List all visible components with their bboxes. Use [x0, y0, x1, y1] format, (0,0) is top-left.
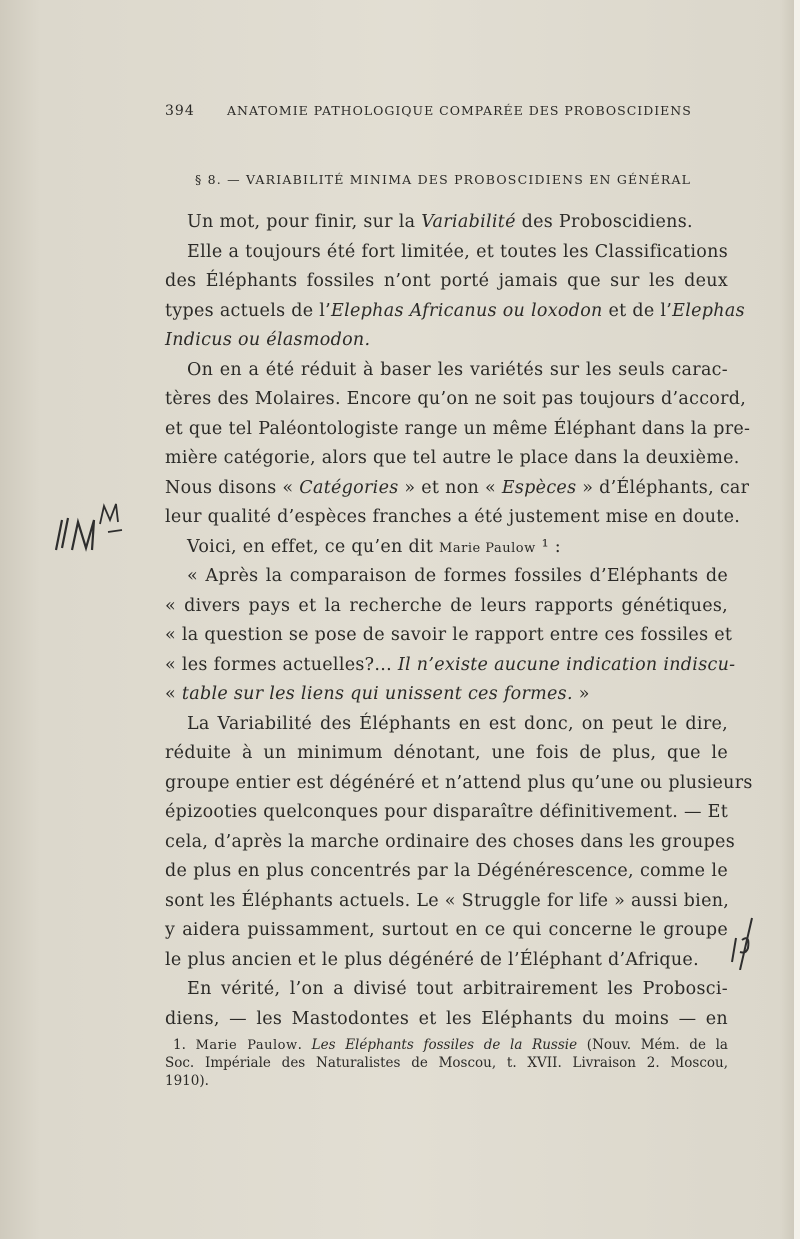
footnote-line: 1910). [165, 1073, 209, 1089]
footnote [165, 1036, 728, 1090]
running-header [165, 103, 725, 119]
text-line: Elle a toujours été fort limitée, et toutes les Classifications [187, 241, 728, 262]
text-line: diens, — les Mastodontes et les Eléphants du moins — en [165, 1008, 728, 1029]
body-text [165, 208, 753, 1034]
handwritten-margin-mark [726, 910, 766, 970]
text-line: épizooties quelconques pour disparaître définitivement. — Et [165, 802, 729, 822]
text-line: Nous disons « Catégories » et non « Espèces » d’Éléphants, car [165, 477, 750, 498]
text-line: Indicus ou élasmodon. [165, 330, 371, 350]
quote-line: « table sur les liens qui unissent ces formes. » [165, 684, 590, 704]
author-name: Marie Paulow [439, 540, 536, 556]
text-line: leur qualité d’espèces franches a été justement mise en doute. [165, 507, 741, 527]
text-line: sont les Éléphants actuels. Le « Struggle for life » aussi bien, [165, 890, 730, 911]
quote-line: « divers pays et la recherche de leurs rapports génétiques, [165, 595, 728, 616]
text-line: La Variabilité des Éléphants en est donc, on peut le dire, [187, 713, 728, 734]
text-line: Un mot, pour finir, sur la Variabilité des Proboscidiens. [187, 212, 693, 232]
handwritten-margin-note [48, 498, 138, 558]
text-line: le plus ancien et le plus dégénéré de l’Éléphant d’Afrique. [165, 949, 699, 970]
text-line: de plus en plus concentrés par la Dégénérescence, comme le [165, 861, 728, 881]
text-line: types actuels de l’Elephas Africanus ou loxodon et de l’Elephas [165, 300, 745, 321]
text-line: tères des Molaires. Encore qu’on ne soit pas toujours d’accord, [165, 389, 747, 409]
running-title: ANATOMIE PATHOLOGIQUE COMPARÉE DES PROBOSCIDIENS [227, 103, 692, 118]
footnote-line: 1. Marie Paulow. Les Eléphants fossiles de la Russie (Nouv. Mém. de la [173, 1037, 728, 1053]
page-edge [794, 0, 800, 1239]
page-number: 394 [165, 103, 195, 119]
text-line: cela, d’après la marche ordinaire des choses dans les groupes [165, 831, 735, 852]
section-title: § 8. — VARIABILITÉ MINIMA DES PROBOSCIDIENS EN GÉNÉRAL [195, 172, 692, 187]
text-line: groupe entier est dégénéré et n’attend plus qu’une ou plusieurs [165, 772, 753, 793]
text-line: En vérité, l’on a divisé tout arbitrairement les Probosci- [187, 979, 728, 999]
text-line: réduite à un minimum dénotant, une fois de plus, que le [165, 743, 728, 763]
text-line: des Éléphants fossiles n’ont porté jamais que sur les deux [165, 271, 728, 291]
quote-line: « la question se pose de savoir le rapport entre ces fossiles et [165, 625, 733, 645]
text-line: mière catégorie, alors que tel autre le place dans la deuxième. [165, 448, 740, 468]
text-line: Voici, en effet, ce qu’en dit Marie Paulow ¹ : [187, 536, 561, 557]
text-line: y aidera puissamment, surtout en ce qui concerne le groupe [165, 920, 728, 940]
text-line: On en a été réduit à baser les variétés sur les seuls carac- [187, 359, 728, 380]
footnote-line: Soc. Impériale des Naturalistes de Moscou, t. XVII. Livraison 2. Moscou, [165, 1055, 728, 1071]
quote-line: « les formes actuelles?... Il n’existe aucune indication indiscu- [165, 654, 736, 675]
text-line: et que tel Paléontologiste range un même Éléphant dans la pre- [165, 418, 751, 439]
quote-line: « Après la comparaison de formes fossiles d’Eléphants de [187, 566, 728, 586]
